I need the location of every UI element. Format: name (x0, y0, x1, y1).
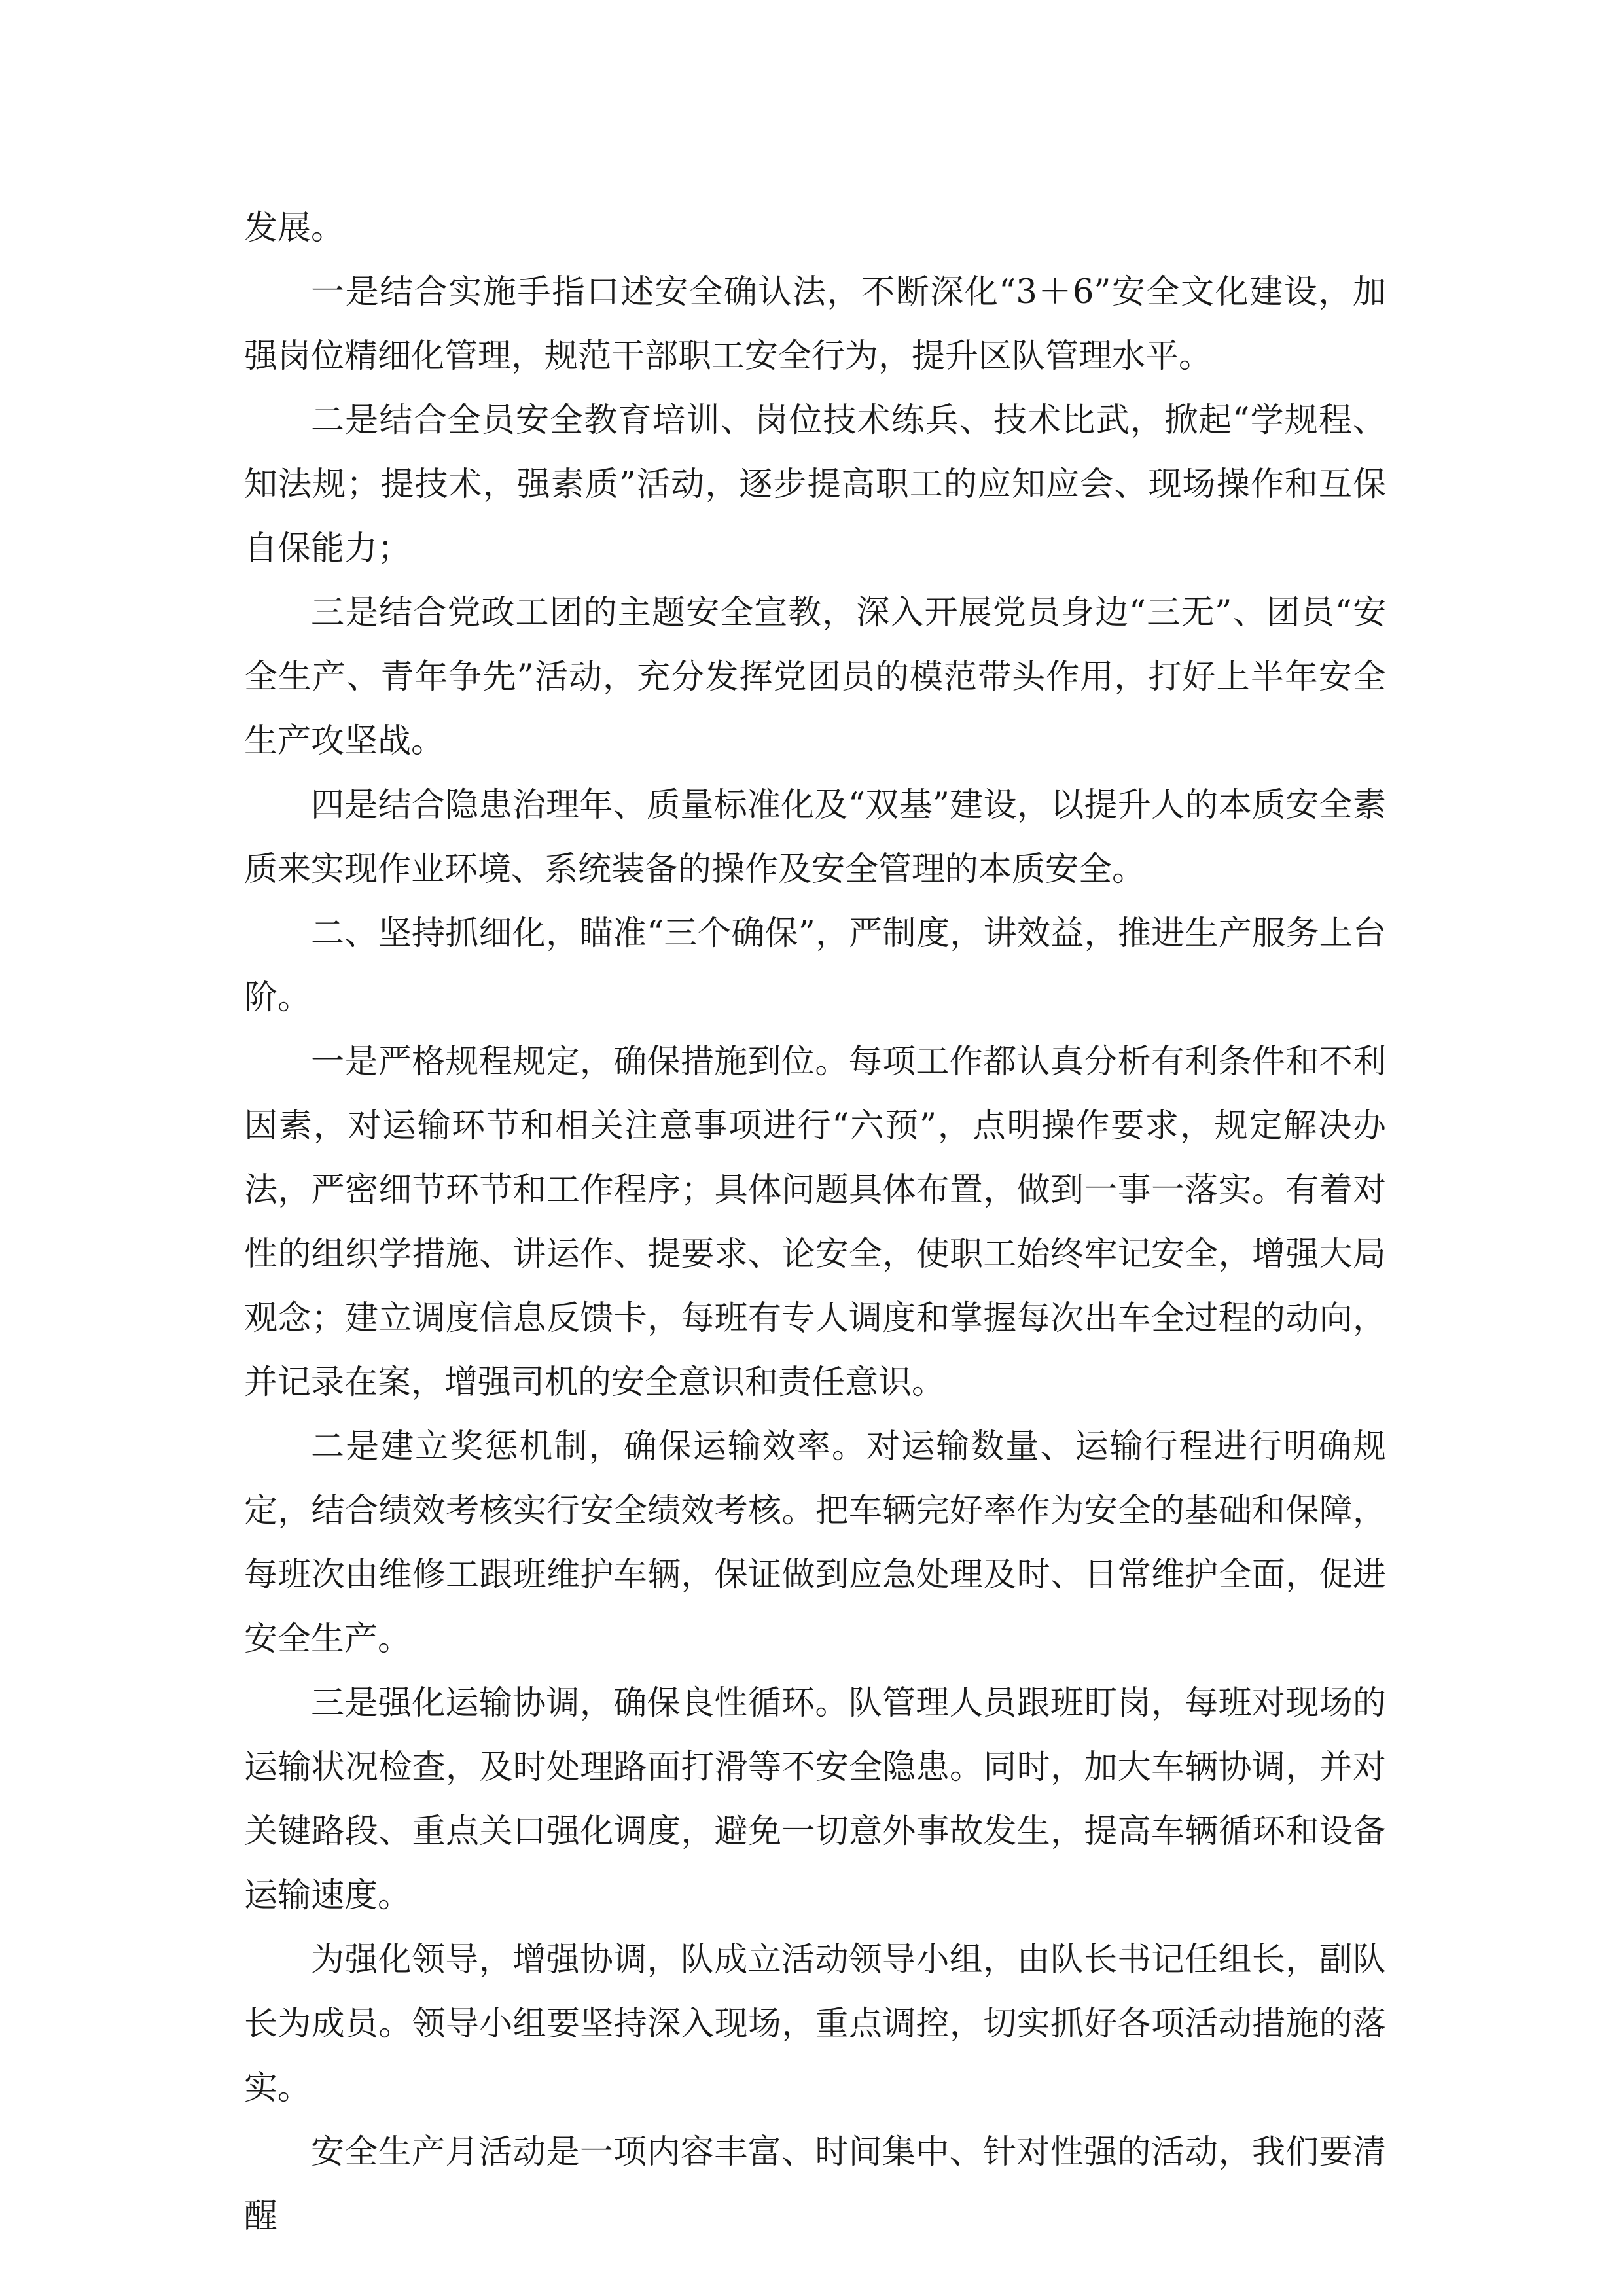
paragraph-rules-measures: 一是严格规程规定，确保措施到位。每项工作都认真分析有利条件和不利因素，对运输环节和相关注意事项进行“六预”，点明操作要求，规定解决办法，严密细节环节和工作程序；具体问题具体布置，做到一事一落实。有着对性的组织学措施、讲运作、提要求、论安全，使职工始终牢记安全，增强大局观念；建立调度信息反馈卡，每班有专人调度和掌握每次出车全过程的动向，并记录在案，增强司机的安全意识和责任意识。 (244, 1043, 1386, 1402)
paragraph-safety-month: 安全生产月活动是一项内容丰富、时间集中、针对性强的活动，我们要清醒 (244, 2133, 1386, 2236)
paragraph-item-one-culture: 一是结合实施手指口述安全确认法，不断深化“3＋6”安全文化建设，加强岗位精细化管理，规范干部职工安全行为，提升区队管理水平。 (244, 273, 1386, 376)
document-body (244, 196, 1386, 2249)
paragraph-leadership-group: 为强化领导，增强协调，队成立活动领导小组，由队长书记任组长，副队长为成员。领导小组要坚持深入现场，重点调控，切实抓好各项活动措施的落实。 (244, 1941, 1386, 2108)
paragraph-item-three-publicity: 三是结合党政工团的主题安全宣教，深入开展党员身边“三无”、团员“安全生产、青年争先”活动，充分发挥党团员的模范带头作用，打好上半年安全生产攻坚战。 (244, 594, 1386, 761)
section-heading-two: 二、坚持抓细化，瞄准“三个确保”，严制度，讲效益，推进生产服务上台阶。 (244, 914, 1386, 1017)
paragraph-continuation: 发展。 (244, 209, 345, 247)
paragraph-reward-punishment: 二是建立奖惩机制，确保运输效率。对运输数量、运输行程进行明确规定，结合绩效考核实行安全绩效考核。把车辆完好率作为安全的基础和保障，每班次由维修工跟班维护车辆，保证做到应急处理及时、日常维护全面，促进安全生产。 (244, 1427, 1386, 1659)
paragraph-transport-coordination: 三是强化运输协调，确保良性循环。队管理人员跟班盯岗，每班对现场的运输状况检查，及时处理路面打滑等不安全隐患。同时，加大车辆协调，并对关键路段、重点关口强化调度，避免一切意外事故发生，提高车辆循环和设备运输速度。 (244, 1684, 1386, 1915)
paragraph-item-two-training: 二是结合全员安全教育培训、岗位技术练兵、技术比武，掀起“学规程、知法规；提技术，强素质”活动，逐步提高职工的应知应会、现场操作和互保自保能力； (244, 401, 1386, 568)
paragraph-item-four-hazard: 四是结合隐患治理年、质量标准化及“双基”建设，以提升人的本质安全素质来实现作业环境、系统装备的操作及安全管理的本质安全。 (244, 786, 1386, 889)
